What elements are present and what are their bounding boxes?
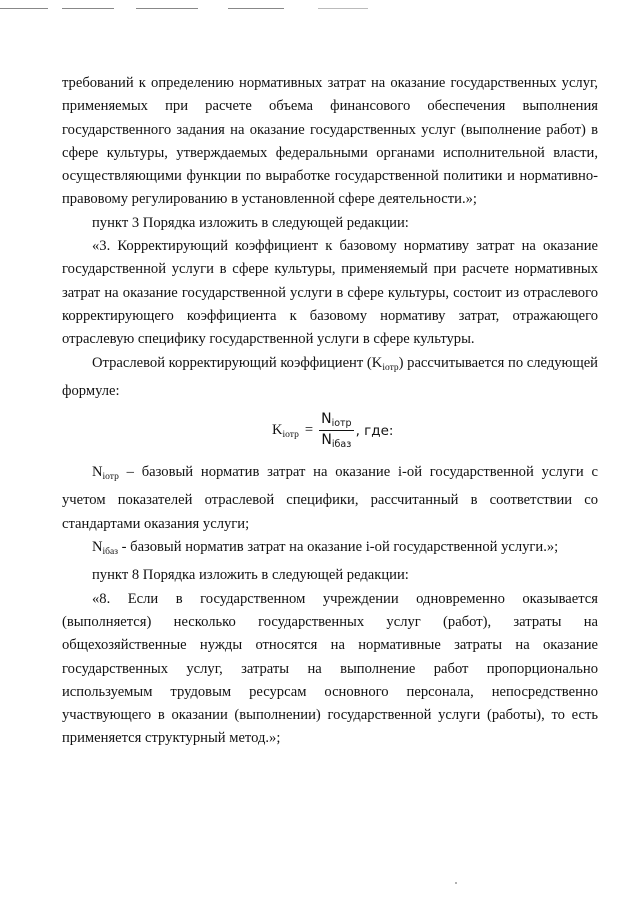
paragraph-6: $N_{iбаз}$ - базовый норматив затрат на оказание i-ой государственной услуги.»; xyxy=(92,539,559,558)
document-body xyxy=(62,72,598,751)
p4-after: ) рассчитывается по следующей формуле: xyxy=(62,354,598,399)
paragraph-7: пункт 8 Порядка изложить в следующей редакции: xyxy=(92,567,409,584)
p4-subscript: iотр xyxy=(382,362,399,373)
formula-equals: = xyxy=(304,422,314,439)
paragraph-5: $N_{iотр}$ – базовый норматив затрат на оказание i-ой государственной услуги с учетом показателей отраслевой специфики, рассчитанный в соответствии со стандартами оказания услуги; xyxy=(62,464,598,532)
formula-denominator: $N_{iбаз}$ xyxy=(321,432,352,451)
paragraph-8: «8. Если в государственном учреждении одновременно оказывается (выполняется) несколько государственных услуг (работ), затраты на общехозяйственные нужды относятся на нормативные затраты на оказание государственных услуг, затраты на выполнение работ пропорционально используемым трудовым ресурсам основного персонала, непосредственно участвующего в оказании (выполнении) государственной услуги (работы), то есть применяется структурный метод.»; xyxy=(62,590,598,747)
formula-numerator: $N_{iотр}$ xyxy=(321,411,352,430)
paragraph-1: требований к определению нормативных затрат на оказание государственных услуг, применяемых при расчете объема финансового обеспечения выполнения государственного задания на оказание государственных услуг (выполнение работ) в сфере культуры, утверждаемых федеральными органами исполнительной власти, осуществляющими функции по выработке государственной политики и нормативно-правовому регулированию в установленной сфере деятельности.»; xyxy=(62,75,598,208)
paragraph-3: «3. Корректирующий коэффициент к базовому нормативу затрат на оказание государственной услуги в сфере культуры, применяемый при расчете нормативных затрат на оказание государственной услуги в сфере культуры, состоит из отраслевого корректирующего коэффициента к базовому нормативу затрат, отражающего отраслевую специфику государственной услуги в сфере культуры. xyxy=(62,238,598,348)
formula-tail: , где: xyxy=(355,422,394,439)
paragraph-2: пункт 3 Порядка изложить в следующей редакции: xyxy=(92,214,409,231)
header-rule-lines xyxy=(0,8,640,14)
scan-speck xyxy=(455,882,457,884)
formula-fraction xyxy=(319,411,354,450)
formula-lhs: $K_{iотр}$ xyxy=(272,421,299,440)
p4-before: Отраслевой корректирующий коэффициент (K xyxy=(92,354,383,371)
formula xyxy=(62,405,598,457)
paragraph-4 xyxy=(62,352,598,404)
